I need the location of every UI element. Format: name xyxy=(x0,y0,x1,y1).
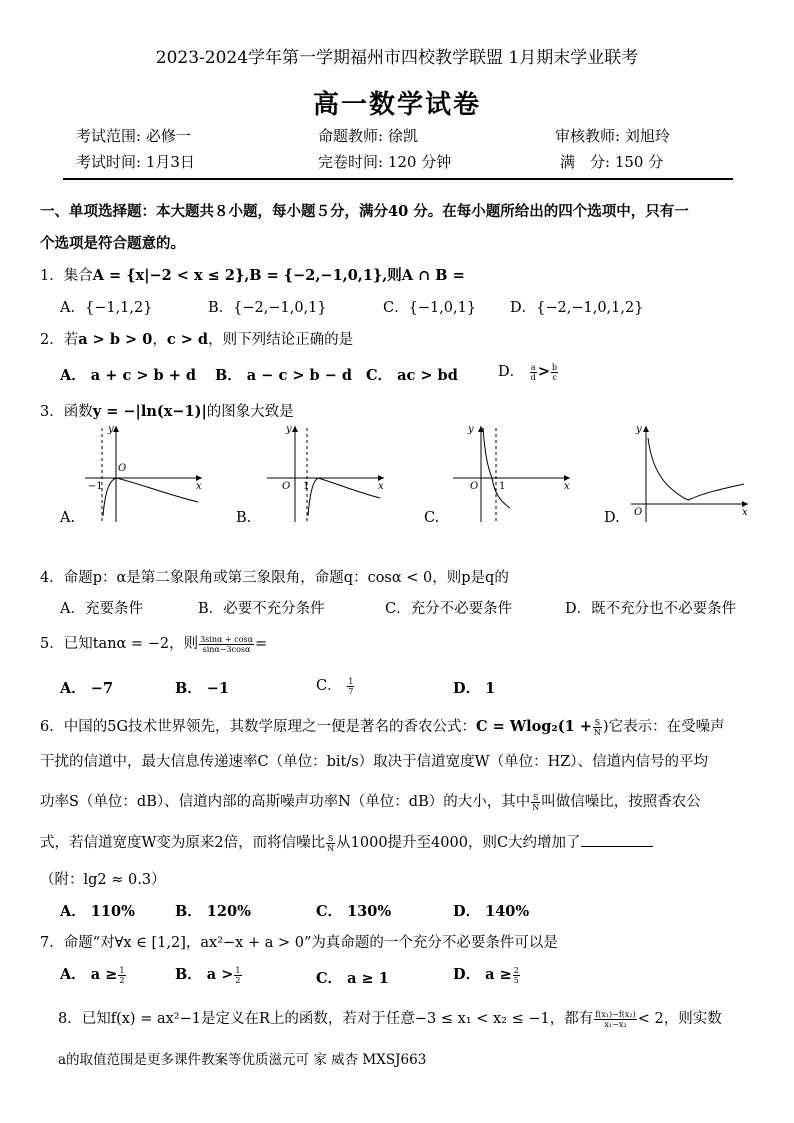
q5-option-c[interactable]: C． $\frac{1}{7}$ xyxy=(316,676,354,696)
q5-option-a[interactable]: A． −7 xyxy=(60,680,114,697)
fraction: $\frac{S}{N}$ xyxy=(532,792,540,812)
exam-reviewer: 审核教师: 刘旭玲 xyxy=(555,127,670,145)
curve xyxy=(648,438,744,500)
fraction: $\frac{2}{5}$ xyxy=(513,965,519,985)
fraction: $\frac{b}{c}$ xyxy=(552,362,558,382)
q7-option-a[interactable]: A． a ≥ $\frac{1}{2}$ xyxy=(60,965,125,985)
q6-option-b[interactable]: B． 120% xyxy=(175,903,251,920)
origin-label: O xyxy=(634,507,643,518)
graph-a[interactable] xyxy=(80,420,210,530)
question-7-stem: 7．命题“对∀x ∈ [1,2]，ax²−x + a > 0”为真命题的一个充分不必要条件可以是 xyxy=(40,935,558,951)
y-axis-arrow xyxy=(113,426,119,432)
q6-option-a[interactable]: A． 110% xyxy=(60,903,135,920)
q7-option-d[interactable]: D． a ≥ $\frac{2}{5}$ xyxy=(453,965,519,985)
graph-c[interactable] xyxy=(448,420,578,530)
q2-option-c[interactable]: C． ac > bd xyxy=(366,367,458,384)
fraction: $\frac{S}{N}$ xyxy=(593,717,601,737)
fraction: $\frac{1}{2}$ xyxy=(119,965,125,985)
section-heading xyxy=(40,196,758,260)
header-divider xyxy=(63,178,733,180)
tick-label: 1 xyxy=(499,481,506,492)
tick-label: 1 xyxy=(303,481,310,492)
subject-title: 高一数学试卷 xyxy=(312,90,481,120)
y-label: y xyxy=(636,424,642,435)
q1-option-c[interactable]: C．{−1,0,1} xyxy=(383,300,477,316)
x-label: x xyxy=(378,481,384,492)
q6-option-c[interactable]: C． 130% xyxy=(316,903,392,920)
exam-duration: 完卷时间: 120 分钟 xyxy=(318,153,452,171)
q2-option-a[interactable]: A． a + c > b + d xyxy=(60,367,197,384)
q6-option-d[interactable]: D． 140% xyxy=(453,903,530,920)
origin-label: O xyxy=(118,463,127,474)
question-1-stem: 1．集合A = {x|−2 < x ≤ 2},B = {−2,−1,0,1},则A ∩ B = xyxy=(40,267,465,284)
origin-label: O xyxy=(470,481,479,492)
graph-d-label[interactable]: D. xyxy=(604,510,620,526)
graph-b[interactable] xyxy=(262,420,392,530)
question-2-stem: 2．若a > b > 0，c > d，则下列结论正确的是 xyxy=(40,331,354,348)
fraction: $\frac{\text{f(x₁)−f(x₂)}}{\text{x₁−x₂}}$ xyxy=(595,1009,636,1029)
y-label: y xyxy=(286,424,292,435)
question-6-line-1: 6．中国的5G技术世界领先，其数学原理之一便是著名的香农公式：C = Wlog₂(1 + $\frac{S}{N}$ )它表示：在受噪声 xyxy=(40,717,725,737)
curve xyxy=(308,478,380,516)
origin-label: O xyxy=(282,481,291,492)
fraction: $\frac{a}{d}$ xyxy=(530,362,536,382)
curve xyxy=(103,478,198,516)
q1-option-b[interactable]: B．{−2,−1,0,1} xyxy=(208,300,327,316)
q4-option-a[interactable]: A．充要条件 xyxy=(60,601,143,617)
exam-scope: 考试范围: 必修一 xyxy=(76,127,191,145)
question-8-line-1: 8．已知f(x) = ax²−1是定义在R上的函数，若对于任意−3 ≤ x₁ < x₂ ≤ −1，都有 $\frac{\text{f(x₁)−f(x₂)}}{\text{x₁−x₂}}$ < 2，则实数 xyxy=(58,1009,722,1029)
q1-option-a[interactable]: A．{−1,1,2} xyxy=(60,300,153,316)
exam-score: 满 分: 150 分 xyxy=(560,153,664,171)
y-label: y xyxy=(108,424,114,435)
q2-option-d[interactable]: D． $\frac{a}{d}$ > $\frac{b}{c}$ xyxy=(498,362,558,382)
q7-option-c[interactable]: C． a ≥ 1 xyxy=(316,970,389,987)
q1-option-d[interactable]: D．{−2,−1,0,1,2} xyxy=(510,300,644,316)
question-5-stem: 5．已知tanα = −2，则 $\frac{3\sin\alpha + \cos\alpha}{\sin\alpha-3\cos\alpha}$ = xyxy=(40,634,268,654)
q7-option-b[interactable]: B． a > $\frac{1}{2}$ xyxy=(175,965,241,985)
graph-b-label[interactable]: B. xyxy=(236,510,252,526)
exam-date: 考试时间: 1月3日 xyxy=(76,153,195,171)
section-line-1: 一、单项选择题：本大题共８小题，每小题５分，满分40 分。在每小题所给出的四个选项中，只有一 xyxy=(40,203,689,220)
graph-c-label[interactable]: C. xyxy=(424,510,440,526)
q2-option-b[interactable]: B． a − c > b − d xyxy=(215,367,353,384)
question-6-line-4: 式，若信道宽度W变为原来2倍，而将信噪比 $\frac{S}{N}$ 从1000提升至4000，则C大约增加了 xyxy=(40,831,653,853)
x-label: x xyxy=(742,507,748,518)
fraction: $\frac{S}{N}$ xyxy=(327,833,335,853)
graph-d[interactable] xyxy=(626,420,756,530)
exam-writer: 命题教师: 徐凯 xyxy=(318,127,418,145)
q5-option-b[interactable]: B． −1 xyxy=(175,680,230,697)
q4-option-c[interactable]: C．充分不必要条件 xyxy=(385,601,513,617)
y-label: y xyxy=(468,424,474,435)
q4-option-d[interactable]: D．既不充分也不必要条件 xyxy=(565,601,737,617)
graph-a-label[interactable]: A. xyxy=(60,510,76,526)
fraction: $\frac{3\sin\alpha + \cos\alpha}{\sin\alpha-3\cos\alpha}$ xyxy=(200,634,253,654)
question-3-stem: 3．函数y = −|ln(x−1)|的图象大致是 xyxy=(40,403,294,420)
q4-option-b[interactable]: B．必要不充分条件 xyxy=(198,601,325,617)
section-line-2: 个选项是符合题意的。 xyxy=(40,235,185,252)
question-4-stem: 4．命题p：α是第二象限角或第三象限角，命题q：cosα < 0，则p是q的 xyxy=(40,570,509,586)
exam-title: 2023-2024学年第一学期福州市四校教学联盟 1月期末学业联考 xyxy=(155,48,639,68)
q5-option-d[interactable]: D． 1 xyxy=(453,680,496,697)
y-axis-arrow xyxy=(643,426,649,432)
question-8-line-2: a的取值范围是更多课件教案等优质滋元可 家 威杏 MXSJ663 xyxy=(58,1052,427,1068)
x-label: x xyxy=(564,481,570,492)
tick-label: −1 xyxy=(88,481,103,492)
question-6-line-2: 干扰的信道中，最大信息传递速率C（单位：bit/s）取决于信道宽度W（单位：HZ）、信道内信号的平均 xyxy=(40,754,709,770)
x-label: x xyxy=(196,481,202,492)
answer-blank[interactable] xyxy=(581,832,653,847)
question-6-line-3: 功率S（单位：dB）、信道内部的高斯噪声功率N（单位：dB）的大小，其中 $\frac{S}{N}$ 叫做信噪比，按照香农公 xyxy=(40,792,701,812)
fraction: $\frac{1}{2}$ xyxy=(235,965,241,985)
fraction: $\frac{1}{7}$ xyxy=(348,676,354,696)
question-6-note: （附：lg2 ≈ 0.3） xyxy=(40,872,166,888)
y-axis-arrow xyxy=(292,426,298,432)
